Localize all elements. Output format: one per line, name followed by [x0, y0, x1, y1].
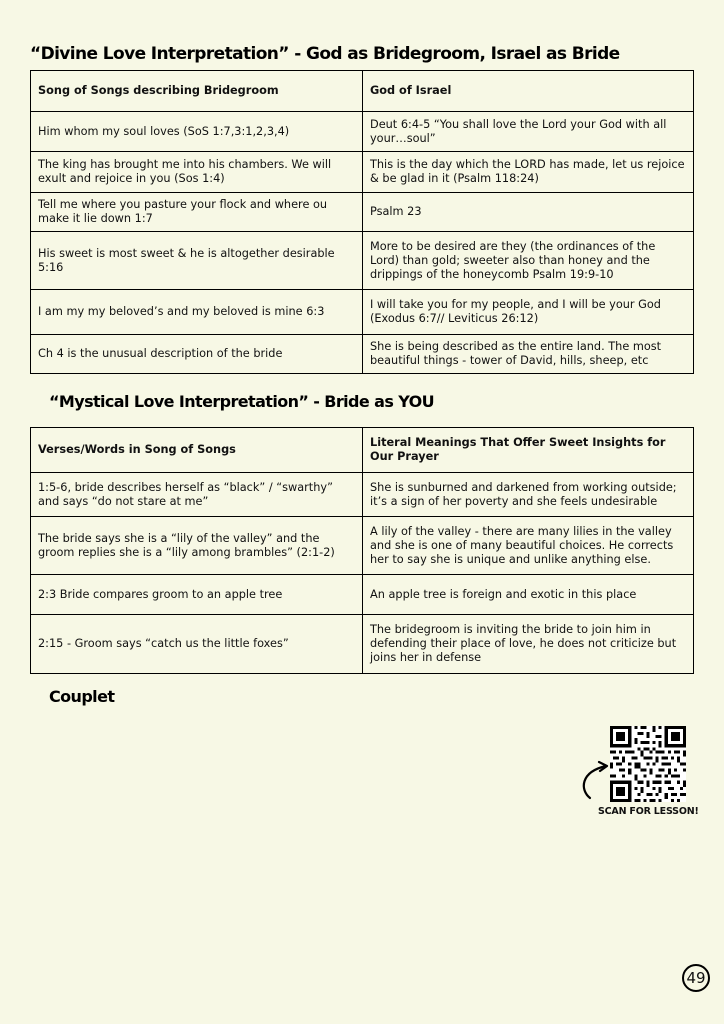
table-cell: Psalm 23: [363, 193, 694, 232]
table-cell: I will take you for my people, and I will be your God (Exodus 6:7// Leviticus 26:12): [363, 290, 694, 335]
section-title-divine-love: “Divine Love Interpretation” - God as Bridegroom, Israel as Bride: [30, 44, 620, 64]
curved-arrow-icon: [578, 760, 612, 800]
column-header: Verses/Words in Song of Songs: [31, 428, 363, 473]
mystical-love-table: [30, 427, 694, 674]
qr-code-icon[interactable]: [610, 726, 686, 802]
page-number: 49: [682, 964, 710, 992]
table-row: [31, 575, 694, 615]
section-title-mystical-love: “Mystical Love Interpretation” - Bride as YOU: [49, 392, 435, 411]
table-cell: The king has brought me into his chambers. We will exult and rejoice in you (Sos 1:4): [31, 152, 363, 193]
table-cell: The bride says she is a “lily of the valley” and the groom replies she is a “lily among brambles” (2:1-2): [31, 517, 363, 575]
table-header-row: [31, 71, 694, 112]
table-header-row: [31, 428, 694, 473]
table-cell: Deut 6:4-5 “You shall love the Lord your God with all your…soul”: [363, 112, 694, 152]
table-row: [31, 232, 694, 290]
table-row: [31, 112, 694, 152]
table-cell: The bridegroom is inviting the bride to join him in defending their place of love, he does not criticize but joins her in defense: [363, 615, 694, 674]
table-row: [31, 193, 694, 232]
table-cell: 2:3 Bride compares groom to an apple tree: [31, 575, 363, 615]
table-cell: More to be desired are they (the ordinances of the Lord) than gold; sweeter also than honey and the drippings of the honeycomb Psalm 19:9-10: [363, 232, 694, 290]
table-cell: This is the day which the LORD has made, let us rejoice & be glad in it (Psalm 118:24): [363, 152, 694, 193]
divine-love-table: [30, 70, 694, 374]
table-row: [31, 335, 694, 374]
table-cell: She is sunburned and darkened from working outside; it’s a sign of her poverty and she feels undesirable: [363, 473, 694, 517]
table-cell: A lily of the valley - there are many lilies in the valley and she is one of many beautiful choices. He corrects her to say she is unique and unlike anything else.: [363, 517, 694, 575]
column-header: Literal Meanings That Offer Sweet Insights for Our Prayer: [363, 428, 694, 473]
column-header: Song of Songs describing Bridegroom: [31, 71, 363, 112]
table-cell: Him whom my soul loves (SoS 1:7,3:1,2,3,4): [31, 112, 363, 152]
table-row: [31, 152, 694, 193]
table-cell: I am my my beloved’s and my beloved is mine 6:3: [31, 290, 363, 335]
section-title-couplet: Couplet: [49, 687, 115, 706]
table-row: [31, 473, 694, 517]
table-cell: 2:15 - Groom says “catch us the little foxes”: [31, 615, 363, 674]
qr-lesson-block: [578, 722, 714, 822]
table-cell: An apple tree is foreign and exotic in this place: [363, 575, 694, 615]
table-row: [31, 290, 694, 335]
table-row: [31, 517, 694, 575]
table-cell: 1:5-6, bride describes herself as “black” / “swarthy” and says “do not stare at me”: [31, 473, 363, 517]
scan-for-lesson-label: SCAN FOR LESSON!: [598, 806, 699, 817]
column-header: God of Israel: [363, 71, 694, 112]
table-cell: His sweet is most sweet & he is altogether desirable 5:16: [31, 232, 363, 290]
table-cell: Ch 4 is the unusual description of the bride: [31, 335, 363, 374]
table-row: [31, 615, 694, 674]
table-cell: Tell me where you pasture your flock and where ou make it lie down 1:7: [31, 193, 363, 232]
table-cell: She is being described as the entire land. The most beautiful things - tower of David, hills, sheep, etc: [363, 335, 694, 374]
